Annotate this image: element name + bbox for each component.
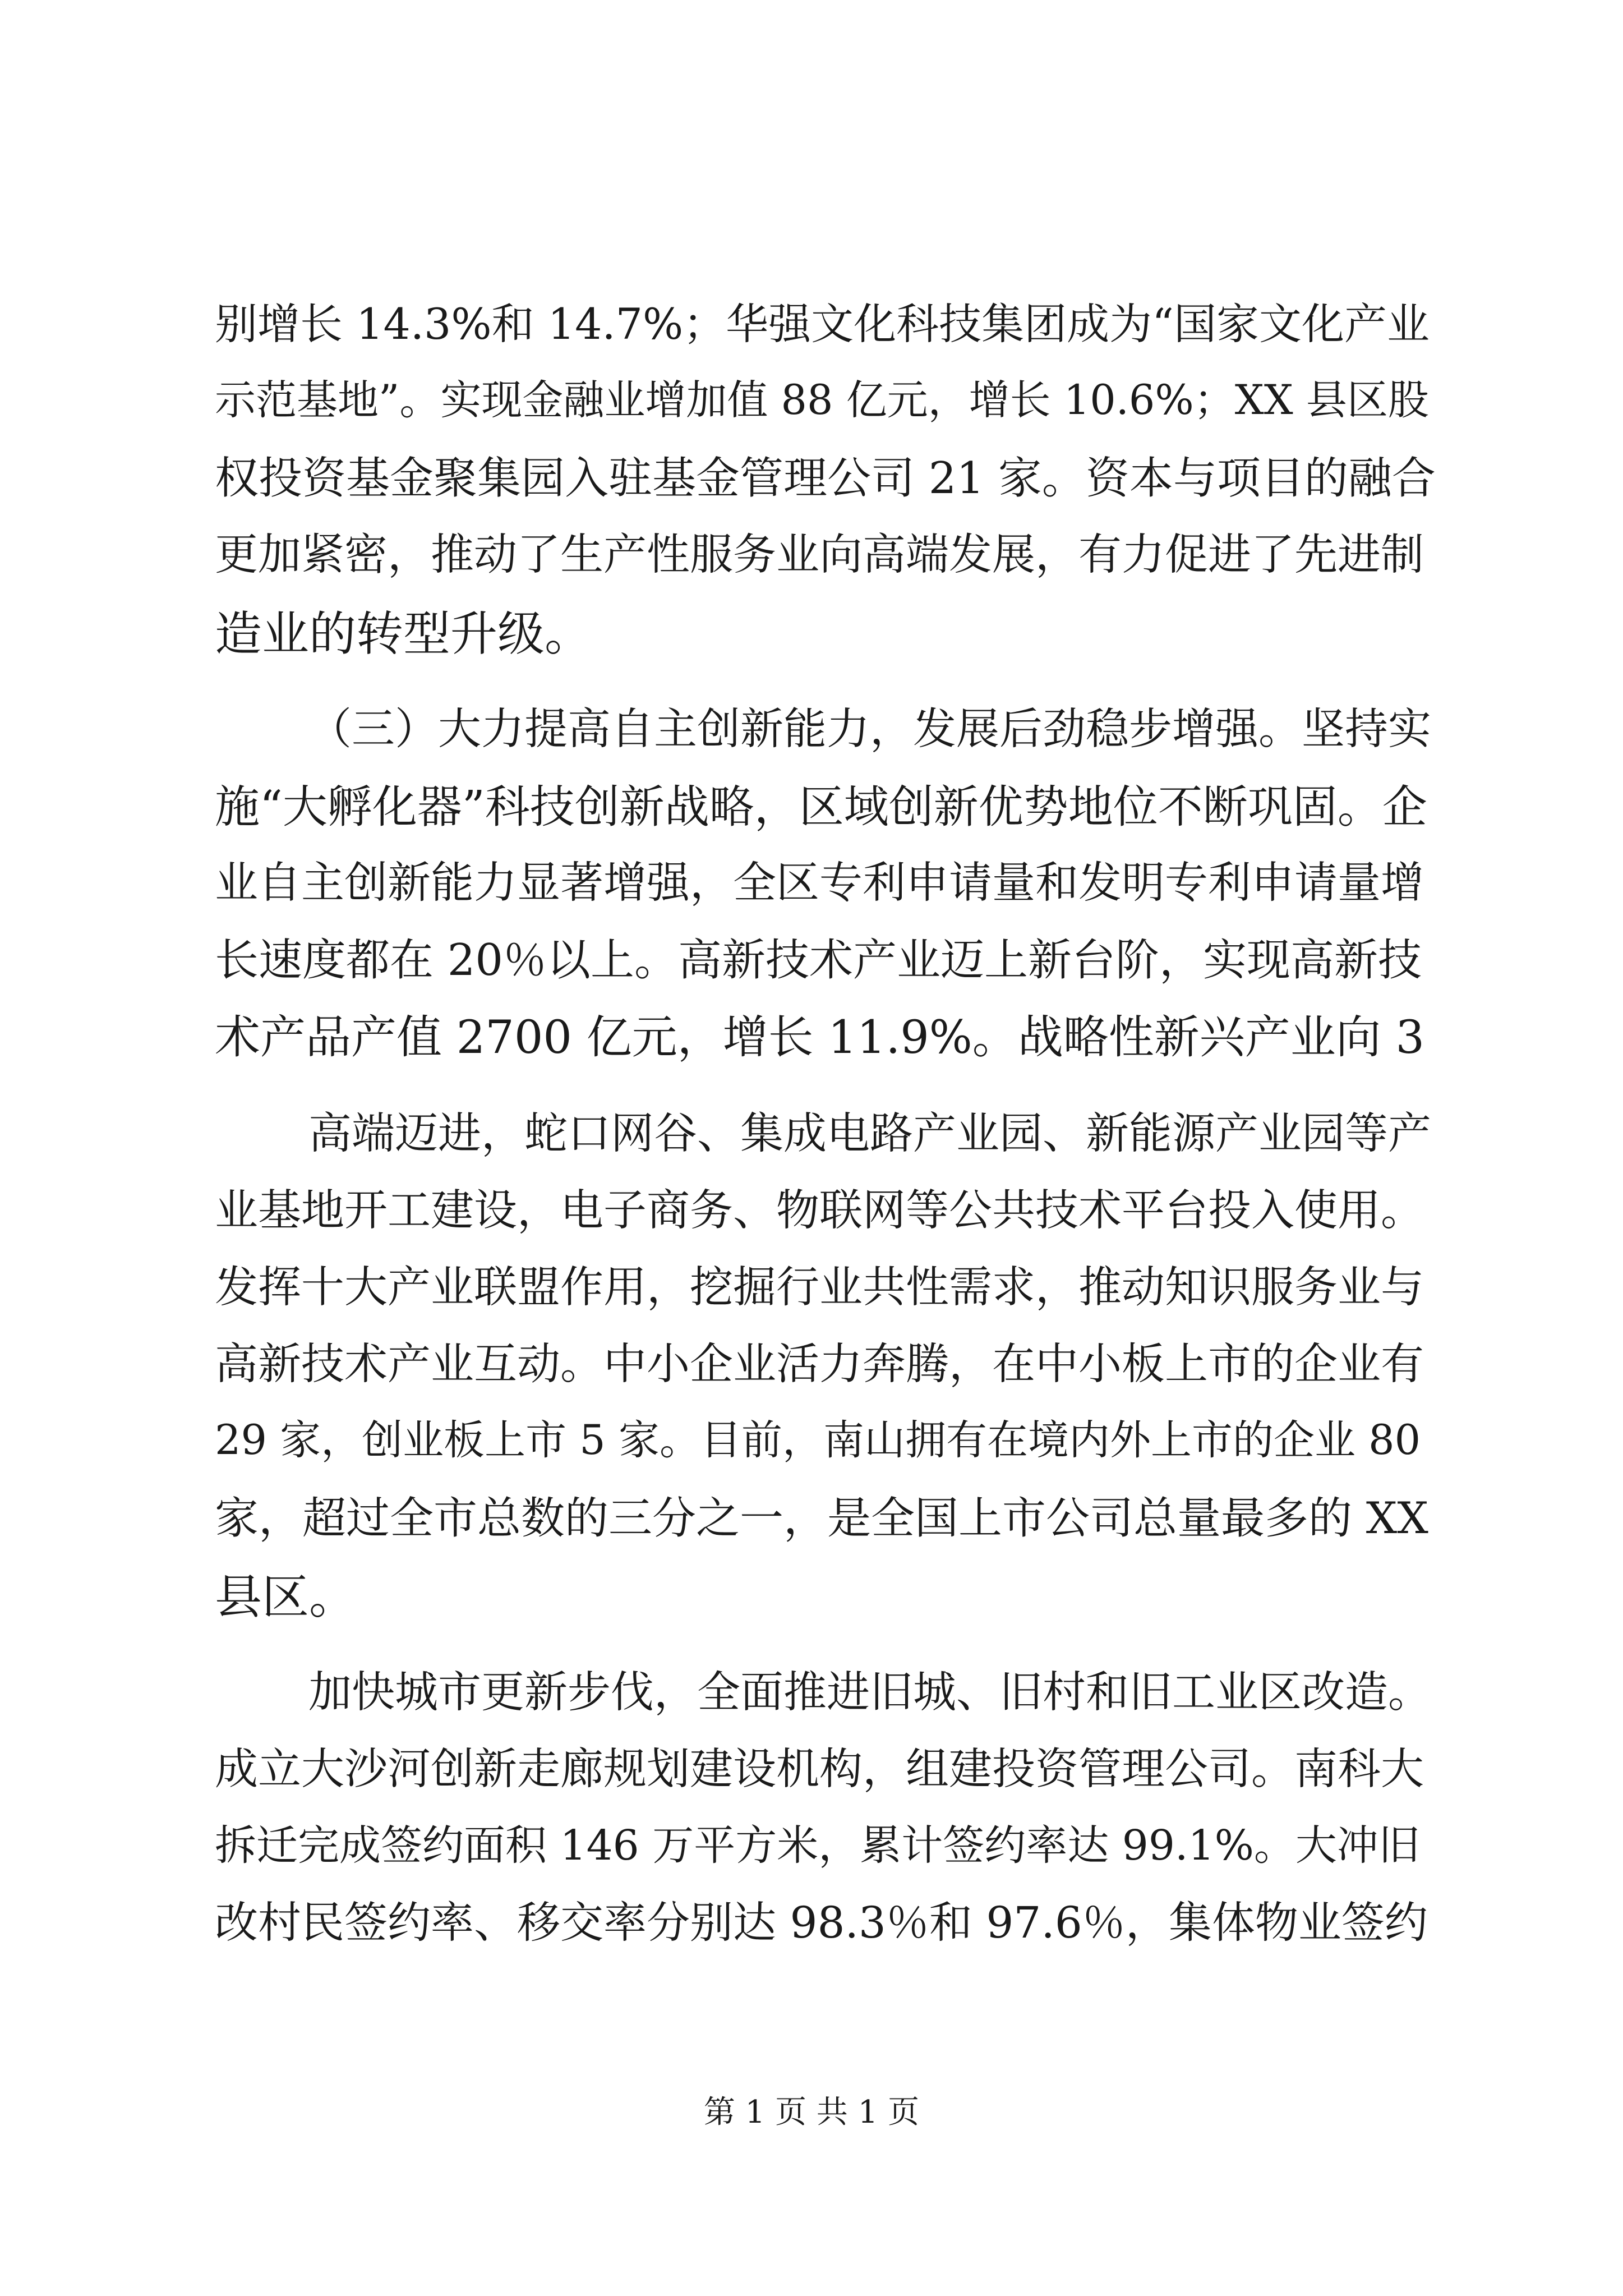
text-line: 长速度都在 20％以上。高新技术产业迈上新台阶，实现高新技 — [215, 935, 1422, 986]
text-line: 拆迁完成签约面积 146 万平方米，累计签约率达 99.1%。大冲旧 — [215, 1821, 1420, 1870]
text-line: 别增长 14.3%和 14.7%；华强文化科技集团成为“国家文化产业 — [215, 299, 1430, 349]
text-line: 施“大孵化器”科技创新战略，区域创新优势地位不断巩固。企 — [215, 781, 1427, 833]
paragraph-heading-line: （三）大力提高自主创新能力，发展后劲稳步增强。坚持实 — [308, 705, 1431, 754]
text-line: 造业的转型升级。 — [215, 606, 592, 661]
text-line: 县区。 — [215, 1570, 357, 1625]
text-line: 家，超过全市总数的三分之一，是全国上市公司总量最多的 XX — [215, 1493, 1428, 1544]
text-line: 改村民签约率、移交率分别达 98.3％和 97.6％，集体物业签约 — [215, 1898, 1428, 1948]
text-line: 权投资基金聚集园入驻基金管理公司 21 家。资本与项目的融合 — [215, 453, 1436, 504]
text-line: 29 家，创业板上市 5 家。目前，南山拥有在境内外上市的企业 80 — [215, 1416, 1421, 1464]
text-line: 发挥十大产业联盟作用，挖掘行业共性需求，推动知识服务业与 — [215, 1263, 1424, 1313]
text-line: 高新技术产业互动。中小企业活力奔腾，在中小板上市的企业有 — [215, 1340, 1424, 1389]
text-line: 成立大沙河创新走廊规划建设机构，组建投资管理公司。南科大 — [215, 1745, 1424, 1795]
text-line: 术产品产值 2700 亿元，增长 11.9%。战略性新兴产业向 3 — [215, 1011, 1424, 1064]
text-line: 业自主创新能力显著增强，全区专利申请量和发明专利申请量增 — [215, 858, 1424, 908]
text-line: 更加紧密，推动了生产性服务业向高端发展，有力促进了先进制 — [215, 530, 1424, 580]
text-line: 示范基地”。实现金融业增加值 88 亿元，增长 10.6%；XX 县区股 — [215, 376, 1429, 424]
page-footer: 第 1 页 共 1 页 — [703, 2094, 920, 2131]
paragraph-first-line: 高端迈进，蛇口网谷、集成电路产业园、新能源产业园等产 — [308, 1109, 1431, 1159]
paragraph-first-line: 加快城市更新步伐，全面推进旧城、旧村和旧工业区改造。 — [308, 1668, 1431, 1718]
text-line: 业基地开工建设，电子商务、物联网等公共技术平台投入使用。 — [215, 1186, 1424, 1236]
